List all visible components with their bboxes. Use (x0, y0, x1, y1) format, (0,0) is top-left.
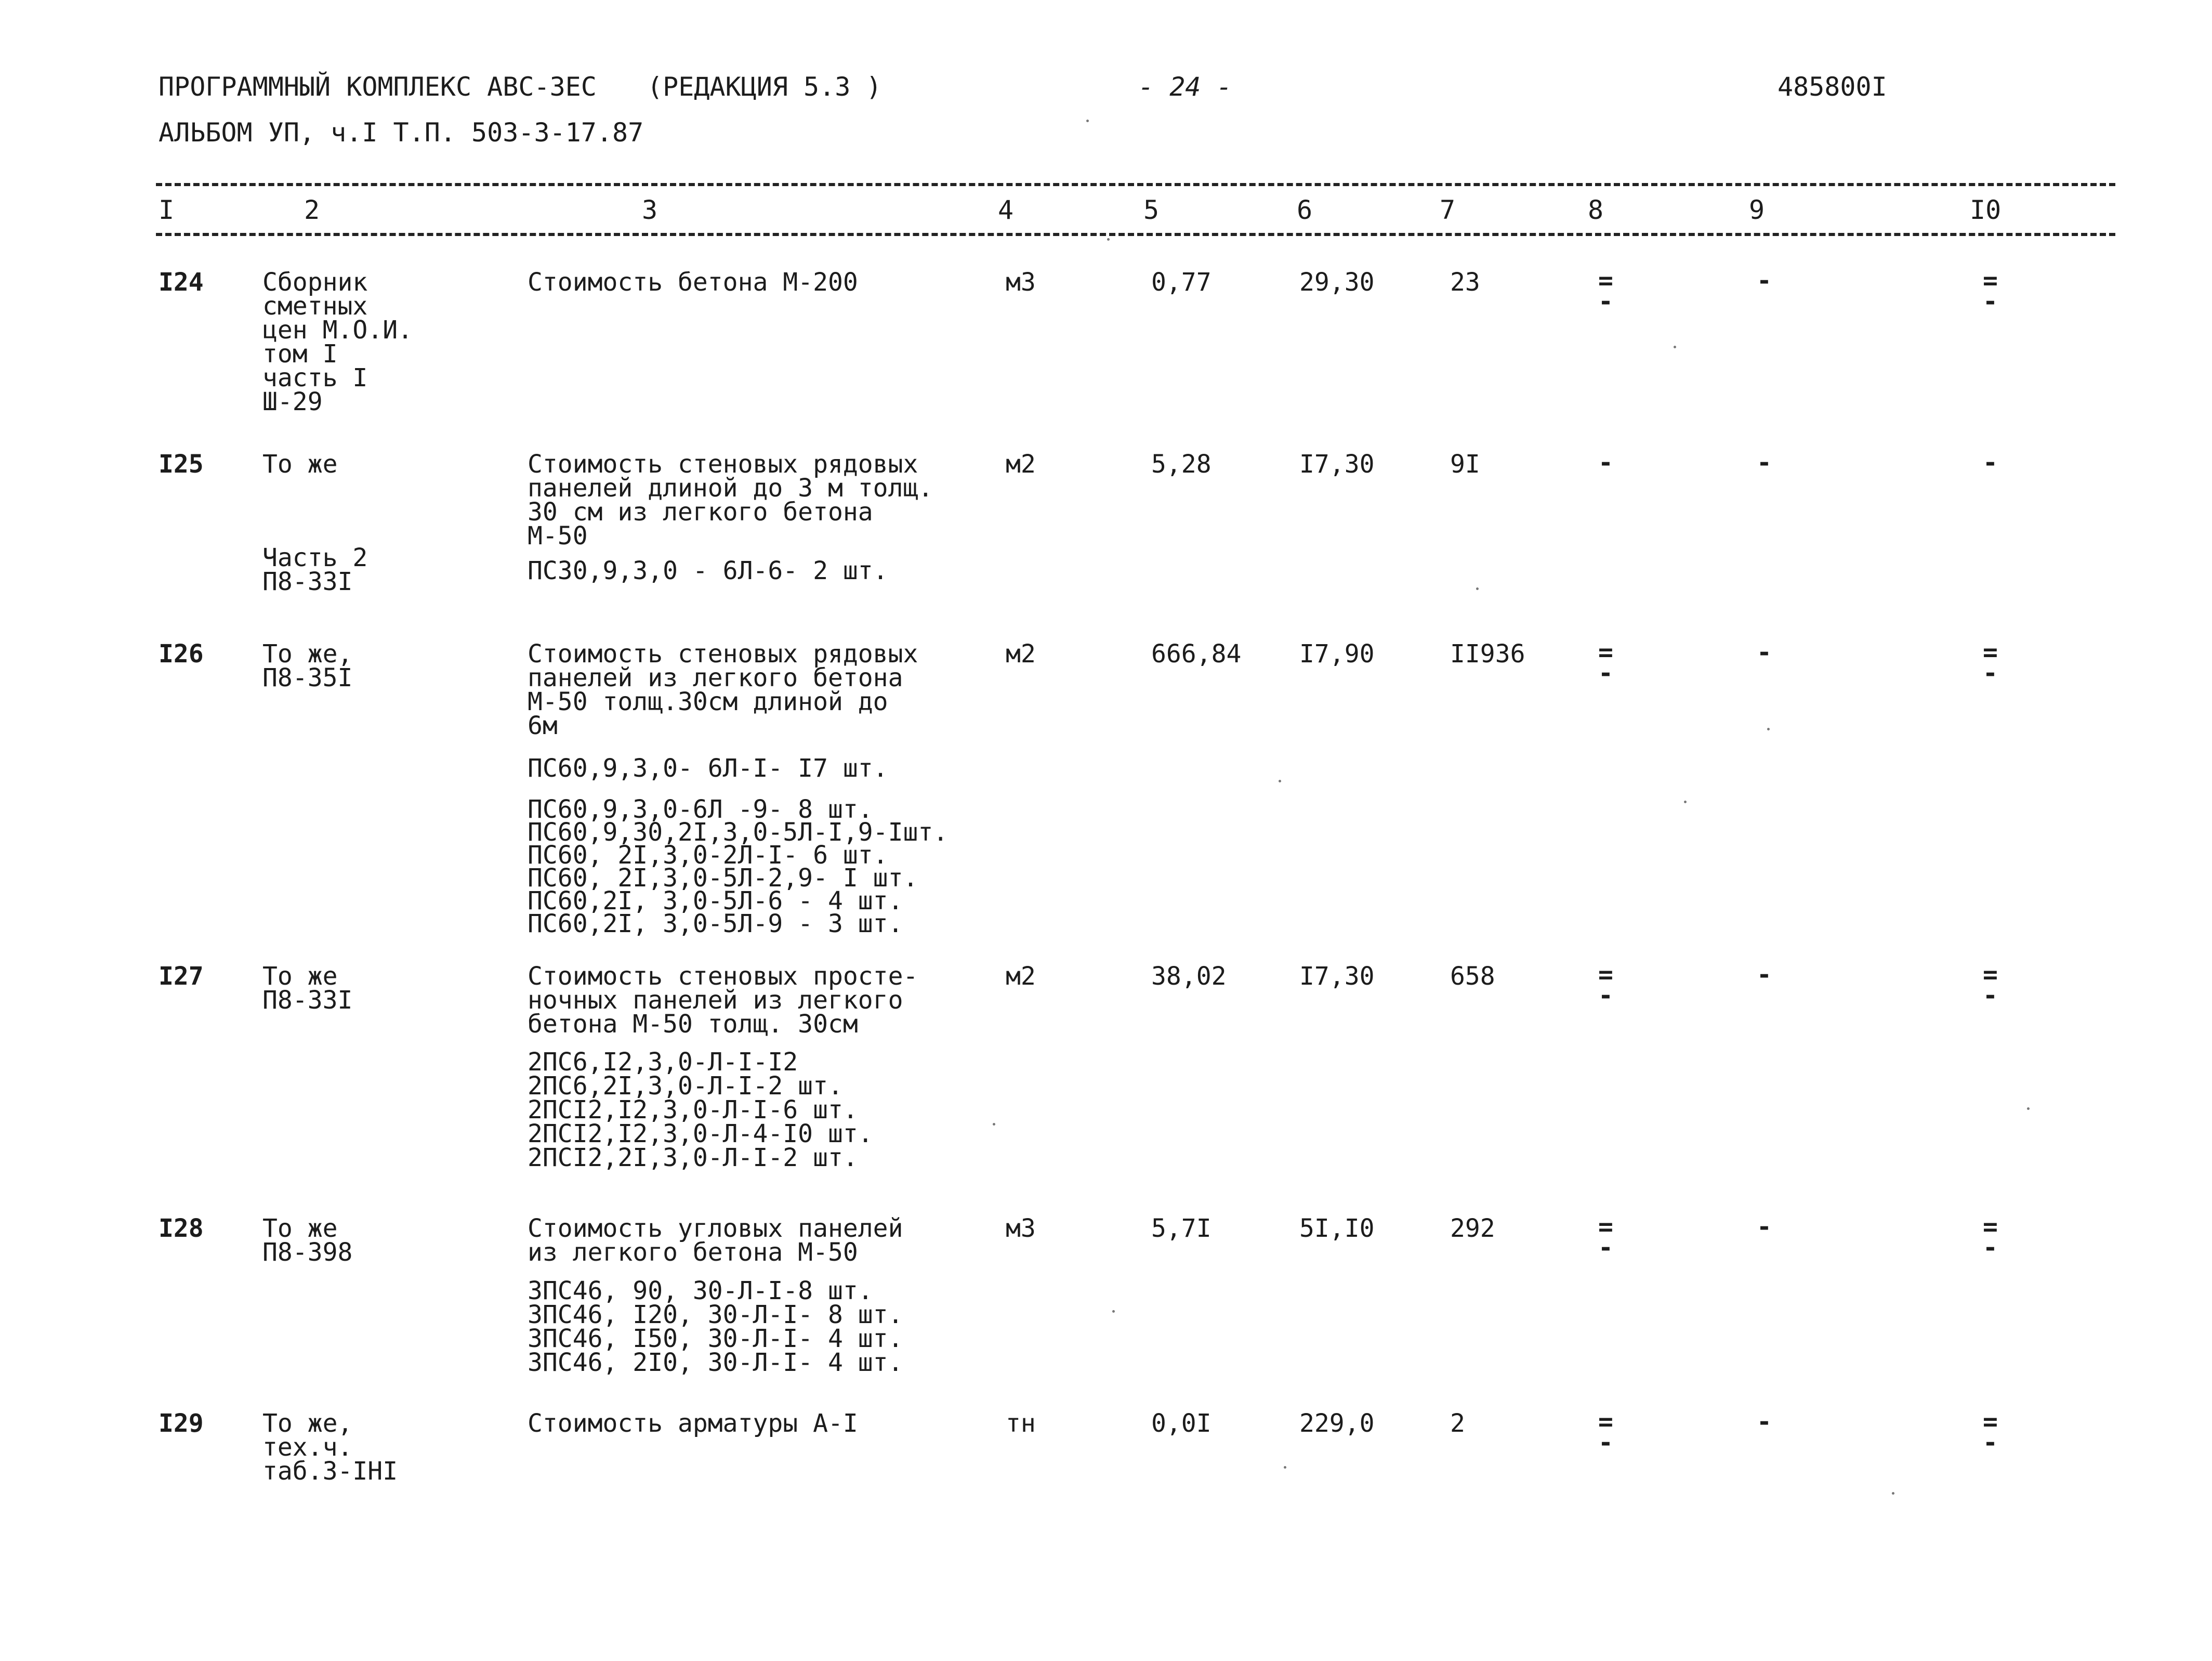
description-cell (528, 1214, 903, 1267)
column-9-mark: - (1757, 266, 1772, 295)
quantity-cell: 5,7I (1151, 1214, 1212, 1243)
text-line: 2ПСI2,I2,3,0-Л-4-I0 шт. (528, 1119, 873, 1148)
item-details (528, 1276, 903, 1377)
item-details (528, 1050, 873, 1170)
unit-cell: м3 (1006, 1214, 1036, 1243)
header-rule-top (156, 183, 2115, 186)
row-number: I27 (159, 962, 204, 991)
unit-cell: м2 (1006, 962, 1036, 991)
text-line: ПС60,9,30,2I,3,0-5Л-I,9-Iшт. (528, 818, 949, 847)
text-line: 2ПС6,2I,3,0-Л-I-2 шт. (528, 1071, 843, 1101)
unit-price-cell: 229,0 (1299, 1409, 1375, 1438)
column-header-10: I0 (1970, 195, 2002, 225)
text-line: бетона М-50 толщ. 30см (528, 1010, 858, 1039)
text-line: 2ПСI2,I2,3,0-Л-I-6 шт. (528, 1095, 858, 1124)
description-cell (528, 962, 918, 1039)
quantity-cell: 5,28 (1151, 450, 1212, 479)
text-line: ПС60,9,3,0-6Л -9- 8 шт. (528, 795, 873, 824)
text-line: ЗПС46, 2I0, 30-Л-I- 4 шт. (528, 1348, 903, 1377)
text-line: ЗПС46, I20, 30-Л-I- 8 шт. (528, 1300, 903, 1329)
item-details (528, 754, 888, 783)
text-line: ПС60,2I, 3,0-5Л-6 - 4 шт. (528, 886, 903, 915)
total-cost-cell: II936 (1450, 639, 1525, 669)
text-line: Сборник (262, 268, 368, 297)
column-9-mark: - (1757, 1212, 1772, 1241)
column-10-mark: = - (1983, 1407, 1998, 1457)
text-line: 2ПСI2,2I,3,0-Л-I-2 шт. (528, 1143, 858, 1172)
item-details (528, 556, 888, 585)
column-8-mark: = - (1598, 960, 1613, 1010)
text-line: Стоимость стеновых рядовых (528, 450, 918, 479)
text-line: То же, (262, 639, 353, 669)
text-line: том I (262, 339, 338, 369)
unit-price-cell: 5I,I0 (1299, 1214, 1375, 1243)
text-line: ПС30,9,3,0 - 6Л-6- 2 шт. (528, 556, 888, 585)
column-header-9: 9 (1749, 195, 1765, 225)
source-reference-cell (262, 962, 353, 1015)
source-reference-cell (262, 450, 338, 479)
column-9-mark: - (1757, 1407, 1772, 1436)
text-line: То же, (262, 1409, 353, 1438)
program-title: ПРОГРАММНЫЙ КОМПЛЕКС АВС-ЗЕС (159, 72, 597, 102)
text-line: То же (262, 1214, 338, 1243)
column-8-mark: - (1598, 448, 1613, 477)
row-number: I26 (159, 639, 204, 669)
text-line: ЗПС46, I50, 30-Л-I- 4 шт. (528, 1324, 903, 1353)
text-line: П8-33I (262, 567, 353, 596)
text-line: Стоимость угловых панелей (528, 1214, 903, 1243)
row-number: I29 (159, 1409, 204, 1438)
total-cost-cell: 292 (1450, 1214, 1495, 1243)
column-10-mark: = - (1983, 638, 1998, 688)
description-cell (528, 268, 858, 297)
text-line: П8-35I (262, 663, 353, 692)
unit-price-cell: 29,30 (1299, 268, 1375, 297)
source-reference-cell (262, 639, 353, 692)
text-line: из легкого бетона М-50 (528, 1238, 858, 1267)
column-header-1: I (159, 195, 175, 225)
text-line: Стоимость стеновых просте- (528, 962, 918, 991)
quantity-cell: 38,02 (1151, 962, 1227, 991)
column-10-mark: = - (1983, 960, 1998, 1010)
text-line: таб.3-IHI (262, 1457, 398, 1486)
text-line: ПС60,2I, 3,0-5Л-9 - 3 шт. (528, 909, 903, 938)
text-line: ночных панелей из легкого (528, 986, 903, 1015)
text-line: 6м (528, 711, 558, 740)
text-line: 2ПС6,I2,3,0-Л-I-I2 (528, 1048, 798, 1077)
text-line: То же (262, 450, 338, 479)
column-9-mark: - (1757, 638, 1772, 667)
total-cost-cell: 9I (1450, 450, 1480, 479)
column-header-2: 2 (304, 195, 320, 225)
text-line: То же (262, 962, 338, 991)
quantity-cell: 666,84 (1151, 639, 1242, 669)
column-8-mark: = - (1598, 266, 1613, 316)
text-line: Стоимость бетона М-200 (528, 268, 858, 297)
row-number: I28 (159, 1214, 204, 1243)
column-9-mark: - (1757, 448, 1772, 477)
page-number: - 24 - (1138, 72, 1232, 102)
unit-price-cell: I7,30 (1299, 962, 1375, 991)
column-10-mark: - (1983, 448, 1998, 477)
column-10-mark: = - (1983, 1212, 1998, 1262)
unit-cell: м2 (1006, 450, 1036, 479)
source-reference-extra (262, 543, 368, 596)
text-line: тех.ч. (262, 1433, 353, 1462)
source-reference-cell (262, 270, 413, 414)
total-cost-cell: 658 (1450, 962, 1495, 991)
text-line: цен М.О.И. (262, 316, 413, 345)
quantity-cell: 0,77 (1151, 268, 1212, 297)
description-cell (528, 1409, 858, 1438)
text-line: Ш-29 (262, 387, 323, 416)
text-line: ЗПС46, 90, 30-Л-I-8 шт. (528, 1276, 873, 1305)
edition-label: (РЕДАКЦИЯ 5.3 ) (647, 72, 882, 102)
description-cell (528, 639, 918, 740)
album-reference: АЛЬБОМ УП, ч.I Т.П. 503-3-17.87 (159, 117, 644, 148)
text-line: ПС60, 2I,3,0-5Л-2,9- I шт. (528, 864, 918, 893)
text-line: сметных (262, 292, 368, 321)
text-line: ПС60, 2I,3,0-2Л-I- 6 шт. (528, 841, 888, 870)
text-line: ПС60,9,3,0- 6Л-I- I7 шт. (528, 754, 888, 783)
total-cost-cell: 23 (1450, 268, 1480, 297)
unit-price-cell: I7,90 (1299, 639, 1375, 669)
column-header-4: 4 (998, 195, 1014, 225)
text-line: Часть 2 (262, 543, 368, 572)
text-line: часть I (262, 363, 368, 393)
unit-cell: м3 (1006, 268, 1036, 297)
text-line: панелей из легкого бетона (528, 663, 903, 692)
column-9-mark: - (1757, 960, 1772, 989)
column-8-mark: = - (1598, 1212, 1613, 1262)
text-line: панелей длиной до 3 м толщ. (528, 474, 933, 503)
document-id: 485800I (1778, 72, 1887, 102)
text-line: П8-398 (262, 1238, 353, 1267)
column-header-8: 8 (1588, 195, 1604, 225)
text-line: Стоимость арматуры А-I (528, 1409, 858, 1438)
column-8-mark: = - (1598, 638, 1613, 688)
column-header-7: 7 (1440, 195, 1456, 225)
unit-price-cell: I7,30 (1299, 450, 1375, 479)
unit-cell: м2 (1006, 639, 1036, 669)
description-cell (528, 450, 933, 551)
source-reference-cell (262, 1409, 398, 1486)
text-line: М-50 (528, 521, 588, 551)
column-10-mark: = - (1983, 266, 1998, 316)
header-rule-bottom (156, 233, 2115, 236)
column-header-5: 5 (1143, 195, 1160, 225)
source-reference-cell (262, 1214, 353, 1267)
column-header-6: 6 (1297, 195, 1313, 225)
text-line: Стоимость стеновых рядовых (528, 639, 918, 669)
row-number: I24 (159, 268, 204, 297)
unit-cell: тн (1006, 1409, 1036, 1438)
column-8-mark: = - (1598, 1407, 1613, 1457)
quantity-cell: 0,0I (1151, 1409, 1212, 1438)
total-cost-cell: 2 (1450, 1409, 1465, 1438)
column-header-3: 3 (642, 195, 658, 225)
item-details-list (528, 795, 949, 938)
text-line: 30 см из легкого бетона (528, 498, 873, 527)
text-line: М-50 толщ.30см длиной до (528, 687, 888, 716)
text-line: П8-33I (262, 986, 353, 1015)
row-number: I25 (159, 450, 204, 479)
